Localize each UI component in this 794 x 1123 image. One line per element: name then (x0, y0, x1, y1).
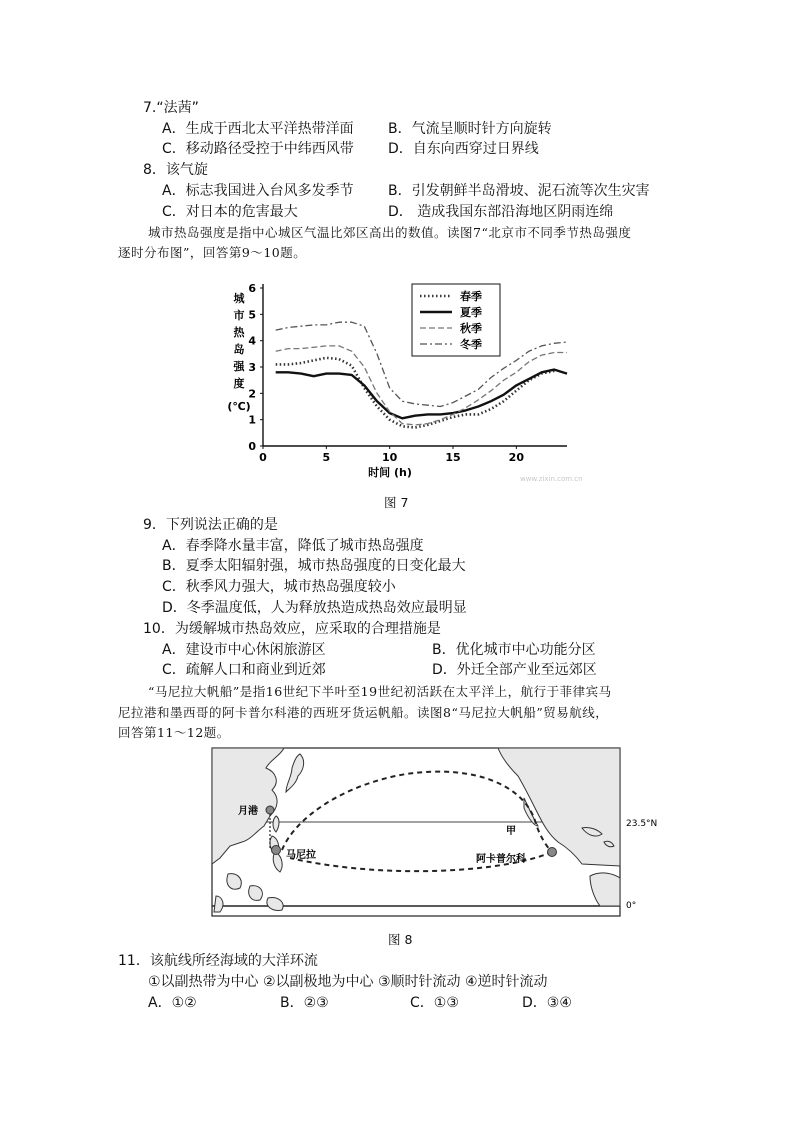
acapulco-port-marker (548, 848, 557, 857)
y-tick-label: 2 (248, 387, 256, 401)
q8-stem: 8．该气旋 (143, 162, 208, 178)
intro-11-12-line1: “马尼拉大帆船”是指16世纪下半叶至19世纪初活跃在太平洋上，航行于菲律宾马 (148, 684, 612, 699)
q8-option-c: C．对日本的危害最大 (162, 204, 298, 220)
series-line-dotted (276, 358, 555, 428)
y-label-char: 市 (233, 309, 245, 322)
q9-option-c: C．秋季风力强大，城市热岛强度较小 (162, 579, 396, 595)
figure-8-map (206, 746, 660, 922)
legend-label: 夏季 (460, 306, 482, 319)
q10-option-a: A．建设市中心休闲旅游区 (162, 642, 326, 658)
x-tick-label: 15 (445, 451, 461, 464)
q9-stem: 9．下列说法正确的是 (143, 517, 278, 533)
q10-stem: 10．为缓解城市热岛效应，应采取的合理措施是 (143, 621, 441, 637)
y-label-char: 岛 (233, 343, 245, 356)
x-tick-label: 10 (382, 451, 398, 464)
intro-11-12-line2: 尼拉港和墨西哥的阿卡普尔科港的西班牙货运帆船。读图8“马尼拉大帆船”贸易航线， (118, 705, 609, 720)
label-acapulco: 阿卡普尔科 (476, 854, 526, 865)
label-yuegang: 月港 (238, 806, 258, 817)
intro-11-12-line3: 回答第11～12题。 (118, 725, 230, 740)
manila-port-marker (272, 846, 281, 855)
legend-label: 春季 (460, 290, 482, 303)
y-label-char: 度 (233, 377, 245, 390)
figure-7-chart (215, 278, 585, 483)
q7-stem: 7.“法茜” (143, 100, 199, 116)
q7-option-d: D．自东向西穿过日界线 (388, 141, 539, 157)
q10-option-c: C．疏解人口和商业到近郊 (162, 662, 326, 678)
y-tick-label: 4 (248, 334, 256, 348)
y-tick-label: 6 (248, 282, 256, 295)
q9-option-b: B．夏季太阳辐射强，城市热岛强度的日变化最大 (162, 558, 466, 574)
y-tick-label: 0 (248, 440, 256, 453)
y-tick-label: 3 (248, 361, 256, 374)
q9-option-a: A．春季降水量丰富，降低了城市热岛强度 (162, 538, 424, 554)
q7-option-b: B．气流呈顺时针方向旋转 (388, 121, 552, 137)
q8-option-b: B．引发朝鲜半岛滑坡、泥石流等次生灾害 (388, 183, 650, 199)
q8-option-d: D． 造成我国东部沿海地区阴雨连绵 (388, 204, 614, 220)
label-lat-23-5: 23.5°N (626, 819, 658, 829)
q10-option-b: B．优化城市中心功能分区 (432, 642, 596, 658)
y-label-char: 城 (233, 292, 245, 305)
x-tick-label: 5 (322, 451, 331, 464)
q7-option-a: A．生成于西北太平洋热带洋面 (162, 121, 354, 137)
q11-option-c: C．①③ (410, 995, 459, 1011)
q11-stem: 11．该航线所经海域的大洋环流 (118, 953, 318, 969)
q11-option-b: B．②③ (280, 995, 329, 1011)
q11-option-d: D．③④ (522, 995, 572, 1011)
y-axis-label (227, 292, 250, 413)
label-lat-0: 0° (626, 901, 637, 911)
x-tick-label: 0 (259, 451, 267, 464)
q7-option-c: C．移动路径受控于中纬西风带 (162, 141, 354, 157)
q11-option-a: A．①② (148, 995, 197, 1011)
x-axis-label: 时间 (h) (368, 466, 412, 479)
y-tick-label: 5 (248, 308, 256, 322)
q11-items: ①以副热带为中心 ②以副极地为中心 ③顺时针流动 ④逆时针流动 (148, 974, 548, 990)
series-line-dashed (276, 346, 567, 425)
intro-9-10-line2: 逐时分布图”，回答第9～10题。 (118, 245, 307, 260)
legend-label: 冬季 (460, 338, 482, 351)
y-label-char: 强 (233, 360, 245, 373)
chart-legend (412, 284, 500, 356)
legend-label: 秋季 (460, 322, 482, 335)
figure-8-caption: 图 8 (388, 932, 413, 947)
label-manila: 马尼拉 (286, 850, 316, 861)
yuegang-port-marker (266, 806, 274, 814)
q9-option-d: D．冬季温度低，人为释放热造成热岛效应最明显 (162, 600, 467, 616)
label-jia: 甲 (506, 826, 516, 837)
figure-7-caption: 图 7 (384, 495, 409, 510)
y-label-unit: (℃) (227, 400, 251, 413)
watermark: www.zixin.com.cn (520, 475, 583, 483)
y-tick-label: 1 (248, 413, 256, 427)
q10-option-d: D．外迁全部产业至远郊区 (432, 662, 597, 678)
x-tick-label: 20 (508, 451, 524, 464)
series-line-solid (276, 370, 567, 419)
y-label-char: 热 (233, 326, 245, 339)
q8-option-a: A．标志我国进入台风多发季节 (162, 183, 354, 199)
intro-9-10-line1: 城市热岛强度是指中心城区气温比郊区高出的数值。读图7“北京市不同季节热岛强度 (148, 225, 632, 240)
